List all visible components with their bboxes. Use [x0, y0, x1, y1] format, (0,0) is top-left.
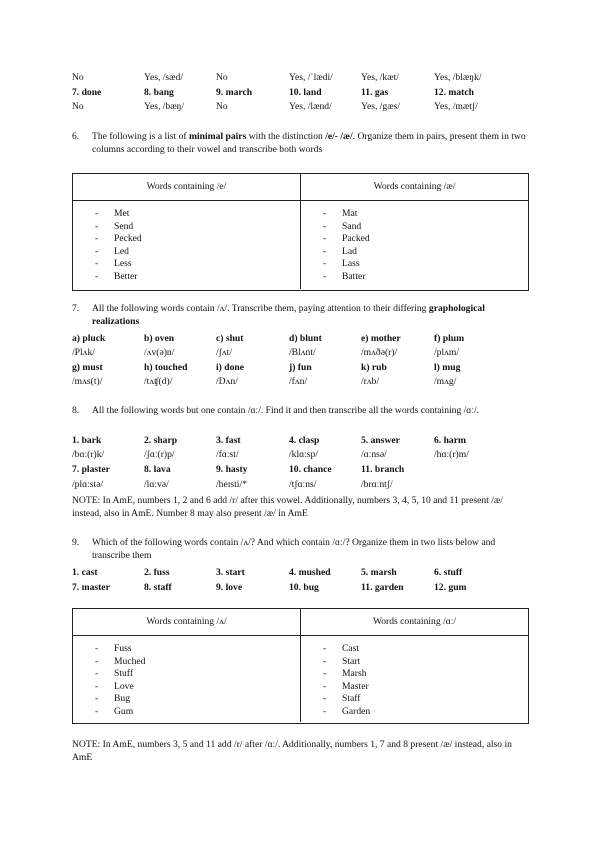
- question-text: All the following words but one contain /ɑː/. Find it and then transcribe all the words containing /ɑː/.: [92, 405, 480, 416]
- question-text: The following is a list of: [92, 131, 189, 142]
- cell: e) mother: [361, 333, 401, 344]
- cell: /plɑːstə/: [72, 479, 104, 490]
- question-emphasis: minimal pairs: [189, 131, 247, 142]
- word-list: [73, 636, 301, 722]
- column-header: Words containing /æ/: [373, 181, 456, 192]
- column-header: Words containing /e/: [73, 174, 301, 200]
- list-item: - Packed: [323, 233, 370, 245]
- cell: i) done: [216, 362, 244, 373]
- cell: Yes, /blæŋk/: [434, 72, 482, 83]
- cell: No: [216, 72, 228, 83]
- list-item: - Marsh: [323, 668, 367, 680]
- cell: 11. gas: [361, 87, 389, 98]
- cell: /lɑːvə/: [144, 479, 169, 490]
- note-text: NOTE: In AmE, numbers 1, 2 and 6 add /r/ after this vowel. Additionally, numbers 3, 4, 5, 10 and 11 present /æ/ instead, also in AmE. Number 8 may also present /æ/ in AmE: [72, 495, 503, 519]
- cell: Yes, /sæd/: [144, 72, 184, 83]
- cell: /plʌm/: [434, 347, 460, 358]
- cell: Yes, /ˈlædi/: [289, 72, 333, 83]
- cell: d) blunt: [289, 333, 322, 344]
- question-text: . Organize them in pairs, present them in two columns according to their vowel and transcribe both words: [92, 131, 526, 155]
- list-item: - Start: [323, 655, 361, 667]
- cell: l) mug: [434, 362, 461, 373]
- list-item: - Sand: [323, 220, 362, 232]
- cell: 12. match: [434, 87, 474, 98]
- column-header: Words containing /ʌ/: [73, 609, 301, 635]
- word-list: [301, 201, 528, 289]
- list-item: - Lass: [323, 258, 360, 270]
- list-item: - Better: [95, 270, 138, 282]
- cell: /hɑː(r)m/: [434, 449, 469, 460]
- list-item: - Stuff: [95, 668, 134, 680]
- word-list: [301, 636, 528, 722]
- cell: 11. garden: [361, 582, 404, 593]
- cell: /Dʌn/: [216, 376, 238, 387]
- cell: 1. cast: [72, 567, 98, 578]
- cell: 7. plaster: [72, 464, 110, 475]
- cell: /heɪsti/*: [216, 479, 247, 490]
- cell: 8. lava: [144, 464, 171, 475]
- question-text: All the following words contain /ʌ/. Transcribe them, paying attention to their differing: [92, 303, 429, 314]
- list-item: - Garden: [323, 705, 371, 717]
- cell: /Blʌnt/: [289, 347, 316, 358]
- list-item: - Staff: [323, 693, 361, 705]
- question-number: 6.: [72, 131, 80, 142]
- list-item: - Cast: [323, 643, 360, 654]
- cell: Yes, /lænd/: [289, 101, 332, 112]
- cell: b) oven: [144, 333, 175, 344]
- cell: 8. staff: [144, 582, 172, 593]
- cell: /klɑːsp/: [289, 449, 319, 460]
- table-header: [73, 609, 528, 636]
- cell: c) shut: [216, 333, 244, 344]
- question-9: [72, 537, 532, 562]
- question-text: Which of the following words contain /ʌ/? And which contain /ɑː/? Organize them in two lists below and transcribe them: [92, 537, 496, 561]
- cell: 6. harm: [434, 435, 466, 446]
- cell: j) fun: [289, 362, 312, 373]
- list-item: - Gum: [95, 705, 134, 717]
- cell: Yes, /kæt/: [361, 72, 399, 83]
- cell: a) pluck: [72, 333, 106, 344]
- cell: /fʌn/: [289, 376, 308, 387]
- cell: 9. hasty: [216, 464, 248, 475]
- cell: 6. stuff: [434, 567, 463, 578]
- cell: 10. bug: [289, 582, 319, 593]
- cell: 10. chance: [289, 464, 332, 475]
- list-item: - Mat: [323, 208, 358, 219]
- question-number: 7.: [72, 303, 80, 314]
- cell: /ʃʌt/: [216, 347, 232, 358]
- cell: f) plum: [434, 333, 465, 344]
- list-item: - Met: [95, 208, 130, 219]
- cell: /Plʌk/: [72, 347, 95, 358]
- list-item: - Pecked: [95, 233, 142, 245]
- cell: Yes, /gæs/: [361, 101, 401, 112]
- cell: /mʌðə(r)/: [361, 347, 398, 358]
- cell: 3. start: [216, 567, 245, 578]
- cell: /mʌs(t)/: [72, 376, 103, 387]
- cell: 9. love: [216, 582, 243, 593]
- question-emphasis: /e/- /æ/: [325, 131, 353, 142]
- cell: 1. bark: [72, 435, 102, 446]
- cell: /bɑː(r)k/: [72, 449, 105, 460]
- list-item: - Love: [95, 680, 134, 692]
- cell: 10. land: [289, 87, 322, 98]
- cell: 4. mushed: [289, 567, 331, 578]
- cell: 3. fast: [216, 435, 241, 446]
- table-body: [73, 201, 528, 289]
- cell: 12. gum: [434, 582, 467, 593]
- question-8: [72, 405, 532, 418]
- list-item: - Bug: [95, 693, 130, 705]
- cell: Yes, /mætʃ/: [434, 101, 478, 112]
- list-item: - Batter: [323, 270, 366, 282]
- cell: /ʃɑː(r)p/: [144, 449, 175, 460]
- list-item: - Muched: [95, 655, 146, 667]
- list-item: - Master: [323, 680, 369, 692]
- word-list: [73, 201, 301, 289]
- cell: No: [72, 101, 84, 112]
- list-item: - Led: [95, 245, 129, 257]
- cell: /ɑːnsə/: [361, 449, 387, 460]
- cell: Yes, /bæŋ/: [144, 101, 185, 112]
- vowel-table-uh-ah: [72, 608, 529, 724]
- cell: 11. branch: [361, 464, 405, 475]
- cell: /tʌʧ(d)/: [144, 376, 173, 387]
- cell: No: [216, 101, 228, 112]
- column-header: Words containing /ɑː/: [372, 616, 457, 627]
- cell: /rʌb/: [361, 376, 380, 387]
- list-item: - Less: [95, 258, 132, 270]
- question-text: with the distinction: [246, 131, 326, 142]
- vowel-table-e-ae: [72, 173, 529, 291]
- question-number: 8.: [72, 405, 80, 416]
- cell: h) touched: [144, 362, 188, 373]
- question-7: [72, 303, 532, 328]
- cell: /ʌv(ə)n/: [144, 347, 175, 358]
- cell: 9. march: [216, 87, 253, 98]
- list-item: - Lad: [323, 245, 357, 257]
- cell: /brɑːntʃ/: [361, 479, 393, 490]
- cell: /tʃɑːns/: [289, 479, 317, 490]
- cell: 2. fuss: [144, 567, 170, 578]
- cell: g) must: [72, 362, 103, 373]
- list-item: - Fuss: [95, 643, 132, 654]
- question-number: 9.: [72, 537, 80, 548]
- cell: No: [72, 72, 84, 83]
- cell: 7. master: [72, 582, 110, 593]
- cell: 5. answer: [361, 435, 400, 446]
- question-6: [72, 131, 532, 156]
- cell: k) rub: [361, 362, 387, 373]
- table-header: [73, 174, 528, 201]
- question-emphasis: graphological realizations: [92, 303, 485, 327]
- cell: 5. marsh: [361, 567, 397, 578]
- cell: 4. clasp: [289, 435, 320, 446]
- cell: 2. sharp: [144, 435, 178, 446]
- cell: 7. done: [72, 87, 102, 98]
- table-body: [73, 636, 528, 722]
- cell: /fɑːst/: [216, 449, 239, 460]
- cell: 8. bang: [144, 87, 174, 98]
- note-text: NOTE: In AmE, numbers 3, 5 and 11 add /r/ after /ɑː/. Additionally, numbers 1, 7 and 8 present /æ/ instead, also in AmE: [72, 739, 512, 763]
- cell: /mʌg/: [434, 376, 457, 387]
- list-item: - Send: [95, 220, 134, 232]
